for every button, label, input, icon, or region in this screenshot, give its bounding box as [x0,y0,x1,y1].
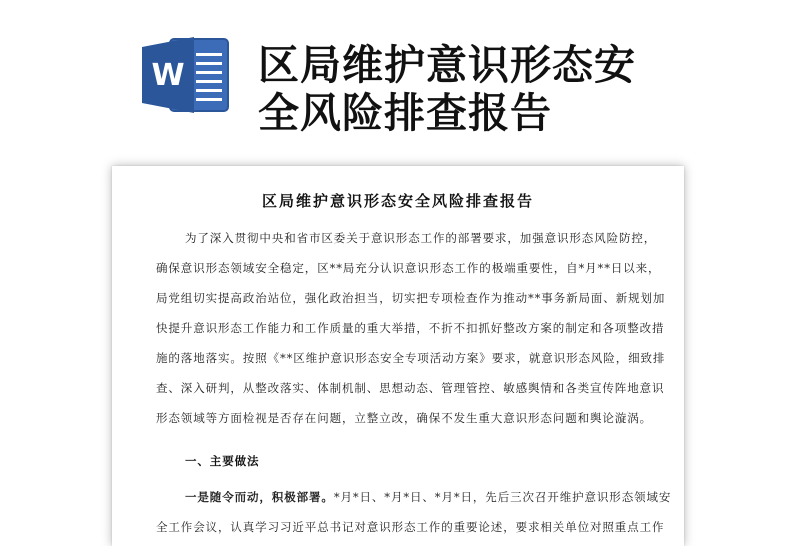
page-title-line-1: 区局维护意识形态安 [258,41,636,89]
paragraph-line: 形态领域等方面检视是否存在问题，立整立改，确保不发生重大意识形态问题和舆论漩涡。 [156,411,652,425]
document-title: 区局维护意识形态安全风险排查报告 [261,192,534,210]
word-icon-letter: W [151,58,185,93]
paragraph-line: 查、深入研判，从整改落实、体制机制、思想动态、管理管控、敏感舆情和各类宣传阵地意识 [156,381,665,395]
lead-phrase: 一是随令而动，积极部署。 [185,490,334,504]
header-banner [0,0,800,160]
page-title-line-2: 全风险排查报告 [258,89,552,137]
word-document-icon [140,33,232,117]
lead-rest: *月*日、*月*日、*月*日，先后三次召开维护意识形态领域安 [333,490,672,504]
section-heading: 一、主要做法 [185,454,260,468]
paragraph-line: 施的落地落实。按照《**区维护意识形态安全专项活动方案》要求，就意识形态风险，细致排 [156,351,666,365]
paragraph-line: 为了深入贯彻中央和省市区委关于意识形态工作的部署要求，加强意识形态风险防控， [185,231,657,245]
paragraph-line: 快提升意识形态工作能力和工作质量的重大举措，不折不扣抓好整改方案的制定和各项整改措 [156,321,665,335]
paragraph-line: 确保意识形态领域安全稳定，区**局充分认识意识形态工作的极端重要性，自*月**日以来， [156,261,661,275]
paragraph-line-partial: 全工作会议，认真学习习近平总书记对意识形态工作的重要论述，要求相关单位对照重点工作 [156,520,665,534]
paragraph-line: 局党组切实提高政治站位，强化政治担当，切实把专项检查作为推动**事务新局面、新规划加 [156,291,666,305]
paragraph-line [185,489,671,505]
document-page [112,166,684,546]
